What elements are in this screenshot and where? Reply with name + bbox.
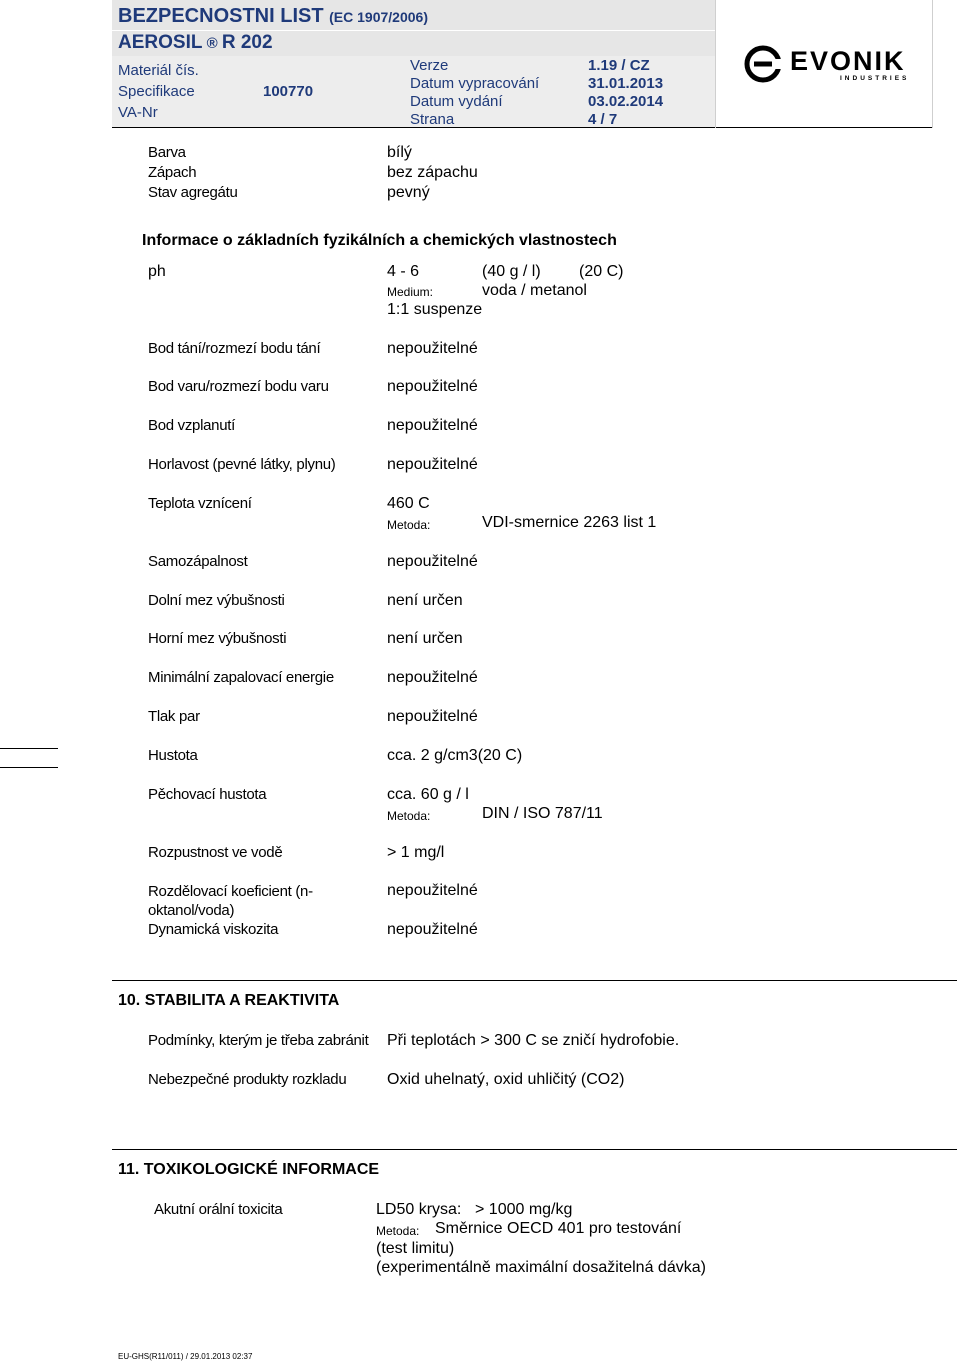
vapour-pressure-value: nepoužitelné (387, 708, 478, 725)
header-bottom-rule-right (715, 127, 933, 128)
evonik-logo (744, 44, 910, 84)
tox-line-3: (experimentálně maximální dosažitelná dávka) (376, 1259, 706, 1276)
ignition-label: Teplota vznícení (148, 495, 252, 512)
ph-note: 1:1 suspenze (387, 301, 483, 318)
page-label: Strana (410, 111, 455, 128)
ph-value: 4 - 6 (387, 263, 420, 280)
logo-subtitle: INDUSTRIES (840, 75, 910, 82)
density-value: cca. 2 g/cm3(20 C) (387, 747, 523, 764)
selfignition-label: Samozápalnost (148, 553, 248, 570)
section10-rule (112, 980, 957, 981)
ph-medium-value: voda / metanol (482, 282, 587, 299)
tapped-method-value: DIN / ISO 787/11 (482, 805, 603, 822)
product-grade: R 202 (221, 32, 273, 53)
ignition-method-label: Metoda: (387, 518, 431, 532)
header-right-border (932, 0, 933, 128)
change-marker-bottom (0, 767, 58, 768)
tapped-method-label: Metoda: (387, 809, 431, 823)
boiling-value: nepoužitelné (387, 378, 478, 395)
material-label: Materiál čís. (118, 62, 199, 79)
prepared-value: 31.01.2013 (588, 75, 664, 92)
decomposition-value: Oxid uhelnatý, oxid uhličitý (CO2) (387, 1071, 625, 1088)
appearance-value-odor: bez zápachu (387, 164, 478, 181)
section10-title: 10. STABILITA A REAKTIVITA (118, 992, 340, 1009)
partition-label-1: Rozdělovací koeficient (n- (148, 883, 313, 900)
mie-value: nepoužitelné (387, 669, 478, 686)
physchem-heading: Informace o základních fyzikálních a chemických vlastnostech (142, 232, 617, 249)
appearance-label-odor: Zápach (148, 164, 197, 181)
evonik-emblem-icon (744, 45, 782, 83)
product-name (118, 32, 273, 54)
ph-medium-label: Medium: (387, 285, 434, 299)
footer-text: EU-GHS(R11/011) / 29.01.2013 02:37 (118, 1352, 253, 1361)
ld50-value: > 1000 mg/kg (475, 1201, 573, 1218)
prepared-label: Datum vypracování (410, 75, 540, 92)
flammability-value: nepoužitelné (387, 456, 478, 473)
lel-value: není určen (387, 592, 463, 609)
partition-value: nepoužitelné (387, 882, 478, 899)
tox-line-2: (test limitu) (376, 1240, 455, 1257)
appearance-label-state: Stav agregátu (148, 184, 238, 201)
header-divider (112, 30, 715, 31)
issued-value: 03.02.2014 (588, 93, 664, 110)
tox-method-label: Metoda: (376, 1224, 420, 1238)
tox-method-value: Směrnice OECD 401 pro testování (435, 1220, 682, 1237)
ph-label: ph (148, 263, 166, 280)
ignition-method-value: VDI-smernice 2263 list 1 (482, 514, 657, 531)
melting-value: nepoužitelné (387, 340, 478, 357)
flash-value: nepoužitelné (387, 417, 478, 434)
conditions-avoid-label: Podmínky, kterým je třeba zabránit (148, 1032, 369, 1049)
viscosity-value: nepoužitelné (387, 921, 478, 938)
partition-label-2: oktanol/voda) (148, 902, 235, 919)
melting-label: Bod tání/rozmezí bodu tání (148, 340, 321, 357)
spec-label: Specifikace (118, 83, 195, 100)
appearance-label-color: Barva (148, 144, 186, 161)
mie-label: Minimální zapalovací energie (148, 669, 334, 686)
ignition-value: 460 C (387, 495, 430, 512)
uel-value: není určen (387, 630, 463, 647)
change-marker-top (0, 748, 58, 749)
appearance-value-state: pevný (387, 184, 430, 201)
version-label: Verze (410, 57, 449, 74)
logo-wordmark: EVONIK (790, 46, 906, 76)
registered-icon: ® (202, 35, 222, 52)
section11-title: 11. TOXIKOLOGICKÉ INFORMACE (118, 1161, 380, 1178)
uel-label: Horní mez výbušnosti (148, 630, 287, 647)
title-main: BEZPECNOSTNI LIST (118, 5, 324, 27)
document-title (118, 5, 428, 28)
lel-label: Dolní mez výbušnosti (148, 592, 285, 609)
solubility-value: > 1 mg/l (387, 844, 445, 861)
ph-temperature: (20 C) (579, 263, 624, 280)
tapped-density-label: Pěchovací hustota (148, 786, 267, 803)
appearance-value-color: bílý (387, 144, 412, 161)
title-regulation: (EC 1907/2006) (329, 9, 428, 25)
issued-label: Datum vydání (410, 93, 503, 110)
section11-rule (112, 1149, 957, 1150)
product-brand: AEROSIL (118, 32, 203, 53)
tapped-density-value: cca. 60 g / l (387, 786, 469, 803)
header-vertical-divider (715, 0, 716, 128)
version-value: 1.19 / CZ (588, 57, 650, 74)
decomposition-label: Nebezpečné produkty rozkladu (148, 1071, 347, 1088)
flammability-label: Horlavost (pevné látky, plynu) (148, 456, 336, 473)
vapour-pressure-label: Tlak par (148, 708, 200, 725)
flash-label: Bod vzplanutí (148, 417, 235, 434)
conditions-avoid-value: Při teplotách > 300 C se zničí hydrofobie. (387, 1032, 680, 1049)
ph-concentration: (40 g / l) (482, 263, 541, 280)
ld50-label: LD50 krysa: (376, 1201, 462, 1218)
page-value: 4 / 7 (588, 111, 618, 128)
acute-oral-label: Akutní orální toxicita (154, 1201, 283, 1218)
viscosity-label: Dynamická viskozita (148, 921, 279, 938)
boiling-label: Bod varu/rozmezí bodu varu (148, 378, 329, 395)
vanr-label: VA-Nr (118, 104, 158, 121)
solubility-label: Rozpustnost ve vodě (148, 844, 283, 861)
selfignition-value: nepoužitelné (387, 553, 478, 570)
spec-value: 100770 (263, 83, 314, 100)
density-label: Hustota (148, 747, 198, 764)
